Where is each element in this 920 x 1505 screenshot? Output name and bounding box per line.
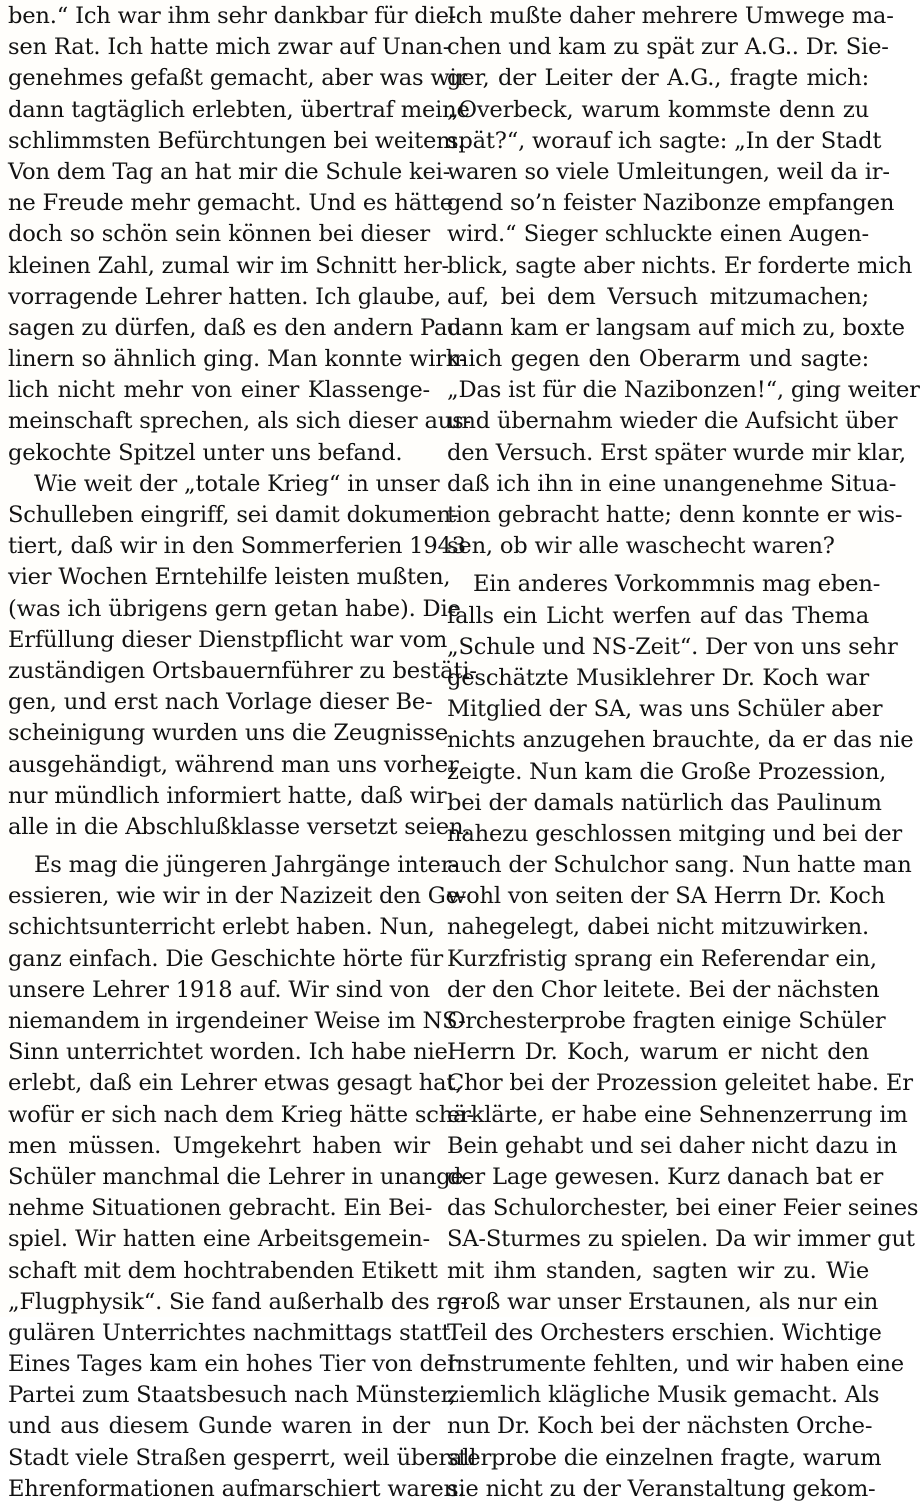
text-line: meinschaft sprechen, als sich dieser aus-	[8, 408, 471, 435]
text-line: erklärte, er habe eine Sehnenzerrung im	[447, 1101, 908, 1128]
text-line: sagen zu dürfen, daß es den andern Pau-	[8, 314, 470, 341]
text-line: zuständigen Ortsbauernführer zu bestäti-	[8, 657, 477, 684]
text-line: und aus diesem Gunde waren in der	[8, 1413, 430, 1440]
text-line: Ein anderes Vorkommnis mag eben-	[473, 571, 881, 598]
text-line: „Flugphysik“. Sie fand außerhalb des re-	[8, 1288, 468, 1315]
text-line: Erfüllung dieser Dienstpflicht war vom	[8, 626, 448, 653]
text-line: „Schule und NS-Zeit“. Der von uns sehr	[447, 633, 898, 660]
text-line: Schulleben eingriff, sei damit dokumen-	[8, 502, 459, 528]
text-line: ben.“ Ich war ihm sehr dankbar für die-	[8, 3, 457, 29]
text-line: linern so ähnlich ging. Man konnte wirk-	[8, 346, 467, 373]
text-line: Bein gehabt und sei daher nicht dazu in	[447, 1132, 898, 1159]
text-line: ziemlich klägliche Musik gemacht. Als	[447, 1382, 880, 1409]
text-line: ausgehändigt, während man uns vorher	[8, 751, 459, 778]
text-line: Mitglied der SA, was uns Schüler aber	[447, 696, 883, 723]
text-line: gulären Unterrichtes nachmittags statt.	[8, 1319, 458, 1346]
text-line: den Versuch. Erst später wurde mir klar,	[447, 439, 907, 466]
text-line: „Overbeck, warum kommste denn zu	[447, 96, 869, 123]
text-line: dann tagtäglich erlebten, übertraf meine	[8, 96, 470, 123]
text-line: spät?“, worauf ich sagte: „In der Stadt	[447, 127, 882, 154]
text-line: doch so schön sein können bei dieser	[8, 221, 430, 248]
text-line: scheinigung wurden uns die Zeugnisse	[8, 720, 448, 747]
text-line: wird.“ Sieger schluckte einen Augen-	[447, 221, 869, 248]
text-line: niemandem in irgendeiner Weise im NS-	[8, 1008, 466, 1034]
text-line: spiel. Wir hatten eine Arbeitsgemein-	[8, 1226, 430, 1253]
text-line: Herrn Dr. Koch, warum er nicht den	[447, 1039, 869, 1066]
text-line: ger, der Leiter der A.G., fragte mich:	[447, 65, 869, 92]
text-line: wofür er sich nach dem Krieg hätte schä-	[8, 1101, 474, 1128]
text-line: wohl von seiten der SA Herrn Dr. Koch	[447, 883, 886, 910]
text-line: auf, bei dem Versuch mitzumachen;	[447, 283, 869, 310]
right-text-column	[447, 1, 920, 1505]
text-line: nahegelegt, dabei nicht mitzuwirken.	[447, 914, 869, 941]
text-line: ne Freude mehr gemacht. Und es hätte	[8, 190, 453, 217]
left-text-column	[8, 1, 477, 1505]
text-line: nur mündlich informiert hatte, daß wir	[8, 782, 447, 809]
text-line: Orchesterprobe fragten einige Schüler	[447, 1008, 886, 1034]
text-line: schichtsunterricht erlebt haben. Nun,	[8, 914, 435, 941]
text-line: sterprobe die einzelnen fragte, warum	[447, 1444, 882, 1471]
text-line: mich gegen den Oberarm und sagte:	[447, 346, 869, 373]
text-line: SA-Sturmes zu spielen. Da wir immer gut	[447, 1226, 915, 1253]
text-line: Schüler manchmal die Lehrer in unange-	[8, 1163, 472, 1190]
text-line: gend so’n feister Nazibonze empfangen	[447, 190, 895, 217]
text-line: „Das ist für die Nazibonzen!“, ging weiter	[447, 377, 920, 404]
text-line: vier Wochen Erntehilfe leisten mußten,	[8, 564, 451, 591]
text-line: men müssen. Umgekehrt haben wir	[8, 1132, 430, 1159]
text-line: alle in die Abschlußklasse versetzt seien.	[8, 813, 471, 840]
text-line: sen, ob wir alle waschecht waren?	[447, 533, 835, 560]
text-line: dann kam er langsam auf mich zu, boxte	[447, 314, 905, 341]
text-line: Ich mußte daher mehrere Umwege ma-	[447, 3, 894, 29]
text-line: der den Chor leitete. Bei der nächsten	[447, 976, 880, 1003]
text-line: nichts anzugehen brauchte, da er das nie	[447, 727, 914, 754]
text-line: tiert, daß wir in den Sommerferien 1943	[8, 533, 466, 560]
text-line: vorragende Lehrer hatten. Ich glaube,	[8, 283, 442, 310]
text-line: der Lage gewesen. Kurz danach bat er	[447, 1163, 884, 1190]
text-line: Partei zum Staatsbesuch nach Münster,	[8, 1382, 456, 1409]
text-line: sie nicht zu der Veranstaltung gekom-	[447, 1475, 876, 1502]
text-line: zeigte. Nun kam die Große Prozession,	[447, 758, 887, 785]
text-line: Es mag die jüngeren Jahrgänge inter-	[34, 852, 459, 879]
text-line: ganz einfach. Die Geschichte hörte für	[8, 945, 443, 972]
text-line: bei der damals natürlich das Paulinum	[447, 789, 882, 816]
text-line: kleinen Zahl, zumal wir im Schnitt her-	[8, 252, 449, 279]
text-line: daß ich ihn in eine unangenehme Situa-	[447, 470, 897, 497]
text-line: nun Dr. Koch bei der nächsten Orche-	[447, 1413, 873, 1440]
text-line: blick, sagte aber nichts. Er forderte mich	[447, 252, 913, 279]
text-line: sen Rat. Ich hatte mich zwar auf Unan-	[8, 34, 451, 61]
text-line: unsere Lehrer 1918 auf. Wir sind von	[8, 976, 430, 1003]
text-line: chen und kam zu spät zur A.G.. Dr. Sie-	[447, 34, 889, 61]
text-line: das Schulorchester, bei einer Feier seines	[447, 1195, 919, 1222]
text-line: groß war unser Erstaunen, als nur ein	[447, 1288, 879, 1315]
text-line: schaft mit dem hochtrabenden Etikett	[8, 1257, 438, 1284]
text-line: Chor bei der Prozession geleitet habe. Er	[447, 1070, 913, 1097]
text-line: Instrumente fehlten, und wir haben eine	[447, 1351, 904, 1378]
text-line: Teil des Orchesters erschien. Wichtige	[447, 1319, 882, 1346]
text-line: erlebt, daß ein Lehrer etwas gesagt hat,	[8, 1070, 463, 1097]
text-line: lich nicht mehr von einer Klassenge-	[8, 377, 430, 404]
text-line: und übernahm wieder die Aufsicht über	[447, 408, 898, 435]
text-line: schlimmsten Befürchtungen bei weitem.	[8, 127, 465, 154]
text-line: gen, und erst nach Vorlage dieser Be-	[8, 689, 433, 716]
text-line: geschätzte Musiklehrer Dr. Koch war	[447, 664, 869, 691]
text-line: nahezu geschlossen mitging und bei der	[447, 820, 902, 847]
text-line: Sinn unterrichtet worden. Ich habe nie	[8, 1039, 448, 1066]
text-line: Von dem Tag an hat mir die Schule kei-	[8, 158, 451, 185]
text-line: Kurzfristig sprang ein Referendar ein,	[447, 945, 877, 972]
text-line: auch der Schulchor sang. Nun hatte man	[447, 852, 912, 879]
text-line: genehmes gefaßt gemacht, aber was wir	[8, 65, 468, 92]
text-line: mit ihm standen, sagten wir zu. Wie	[447, 1257, 869, 1284]
text-line: Ehrenformationen aufmarschiert waren.	[8, 1475, 465, 1502]
text-line: Wie weit der „totale Krieg“ in unser	[34, 470, 440, 497]
text-line: falls ein Licht werfen auf das Thema	[447, 602, 869, 629]
text-line: Eines Tages kam ein hohes Tier von der	[8, 1351, 458, 1378]
text-line: (was ich übrigens gern getan habe). Die	[8, 595, 461, 622]
text-line: Stadt viele Straßen gesperrt, weil überall	[8, 1444, 477, 1471]
text-line: tion gebracht hatte; denn konnte er wis-	[447, 502, 903, 528]
text-line: waren so viele Umleitungen, weil da ir-	[447, 158, 890, 185]
text-line: nehme Situationen gebracht. Ein Bei-	[8, 1195, 433, 1222]
text-line: essieren, wie wir in der Nazizeit den Ge-	[8, 883, 467, 910]
text-line: gekochte Spitzel unter uns befand.	[8, 439, 403, 466]
